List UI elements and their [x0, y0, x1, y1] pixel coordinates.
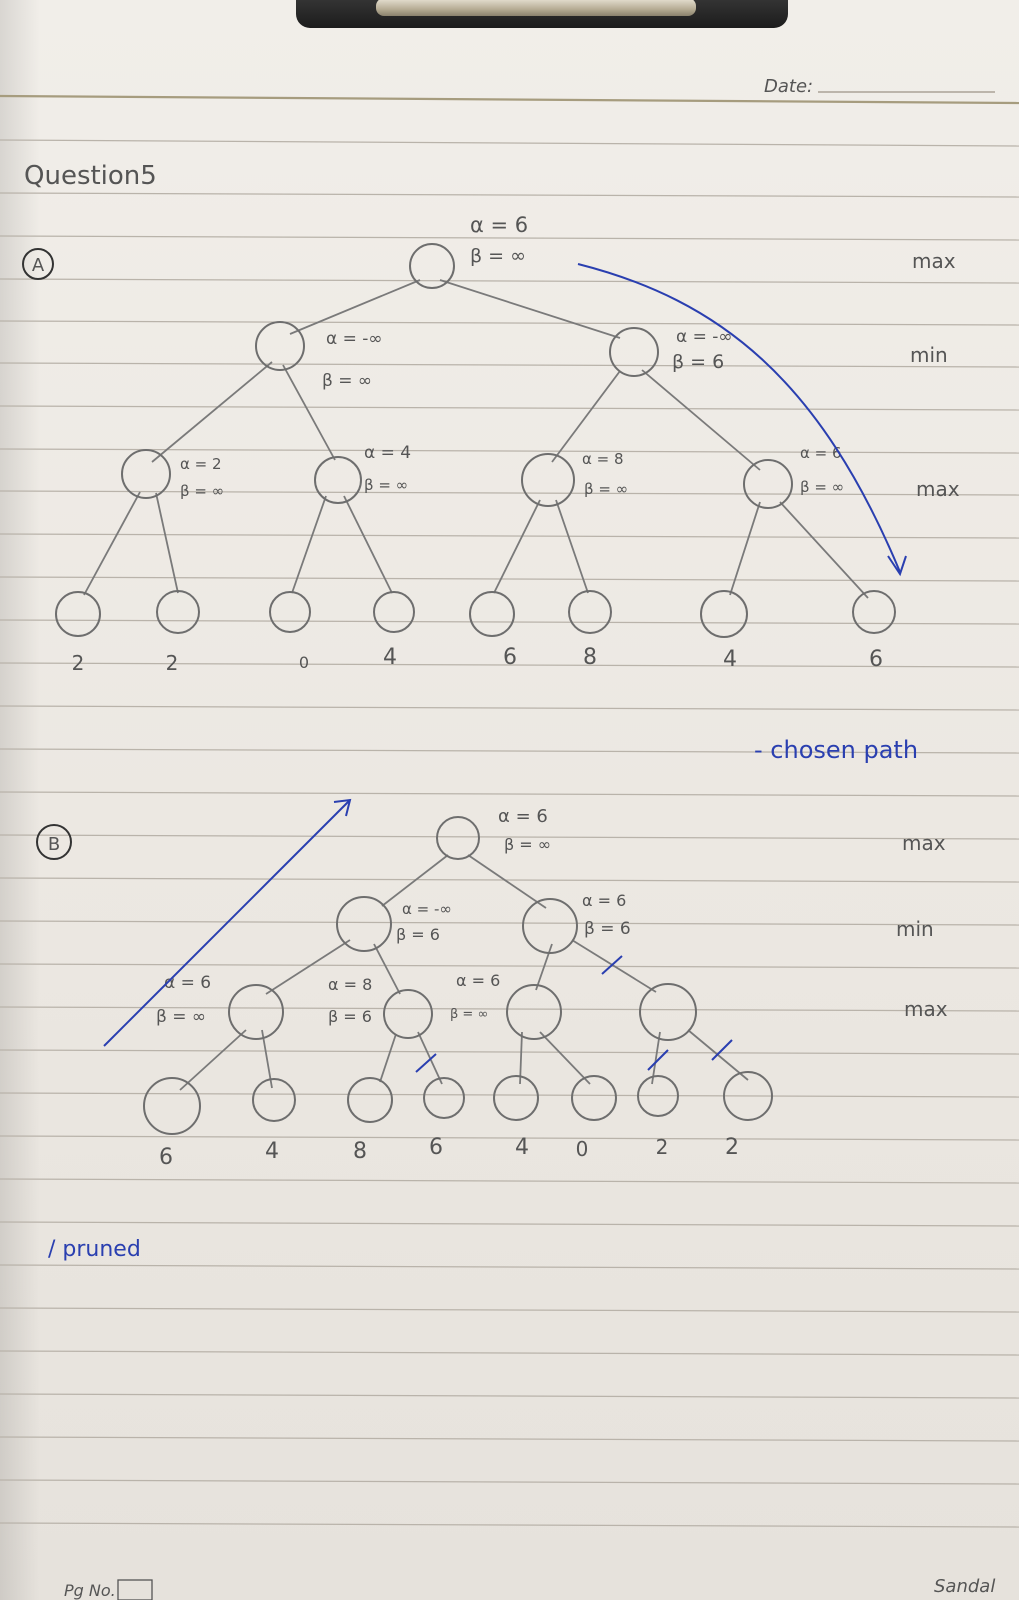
part-a-edges — [84, 280, 868, 598]
a-leaf-value: 6 — [503, 645, 517, 670]
b-leaf-node — [253, 1079, 295, 1121]
b-leaf-node — [572, 1076, 616, 1120]
b-max2-beta: β = 6 — [328, 1007, 372, 1026]
a-max3-alpha: α = 8 — [582, 450, 624, 468]
b-level-label: max — [904, 997, 948, 1021]
a-max3-beta: β = ∞ — [584, 480, 629, 498]
a-leaf-value: 8 — [583, 645, 597, 670]
a-leaf-node — [157, 591, 199, 633]
b-min2-beta: β = 6 — [584, 919, 631, 939]
a-leaf-node — [270, 592, 310, 632]
b-leaf-value: 6 — [159, 1145, 173, 1170]
a-min1-beta: β = ∞ — [322, 371, 373, 391]
a-chosen-path-arrow — [578, 264, 900, 572]
a-leaf-node — [853, 591, 895, 633]
b-leaf-node — [144, 1078, 200, 1134]
a-leaf-node — [374, 592, 414, 632]
b-max-node-4 — [640, 984, 696, 1040]
b-max1-alpha: α = 6 — [164, 973, 212, 993]
a-level-label: max — [912, 249, 956, 273]
b-min2-alpha: α = 6 — [582, 891, 627, 910]
a-min1-alpha: α = -∞ — [326, 329, 383, 349]
a-legend: - chosen path — [754, 736, 919, 764]
a-max4-alpha: α = 6 — [800, 444, 842, 462]
b-max3-beta: β = ∞ — [450, 1007, 489, 1022]
a-leaf-value: 2 — [165, 651, 179, 675]
b-max1-beta: β = ∞ — [156, 1007, 207, 1027]
b-max-node-3 — [507, 985, 561, 1039]
b-leaf-value: 4 — [515, 1135, 529, 1160]
a-leaf-value: 4 — [723, 647, 737, 672]
page-no-box — [118, 1580, 152, 1600]
b-legend: / pruned — [48, 1237, 141, 1262]
b-leaf-value: 2 — [725, 1135, 739, 1160]
a-min2-beta: β = 6 — [672, 351, 725, 373]
b-min1-alpha: α = -∞ — [402, 900, 452, 918]
a-leaf-value: 0 — [298, 653, 310, 672]
a-max2-beta: β = ∞ — [364, 476, 409, 494]
a-root-node — [410, 244, 454, 288]
a-level-label: max — [916, 477, 960, 501]
b-level-label: max — [902, 831, 946, 855]
b-max-node-1 — [229, 985, 283, 1039]
a-max1-beta: β = ∞ — [180, 482, 225, 500]
brand-label: Sandal — [934, 1576, 996, 1597]
date-label: Date: — [764, 76, 814, 97]
a-max2-alpha: α = 4 — [364, 443, 412, 463]
b-leaf-value: 6 — [429, 1135, 443, 1160]
a-max-node-1 — [122, 450, 170, 498]
b-max3-alpha: α = 6 — [456, 971, 501, 990]
a-leaf-value: 4 — [383, 645, 397, 670]
a-leaf-node — [56, 592, 100, 636]
b-leaf-value: 2 — [655, 1135, 669, 1159]
a-level-label: min — [910, 343, 948, 367]
page-no-label: Pg No. — [64, 1581, 116, 1600]
b-chosen-path-arrow — [104, 800, 350, 1046]
a-root-alpha: α = 6 — [470, 213, 529, 237]
b-leaf-value: 0 — [575, 1137, 589, 1161]
part-a-marker: A — [31, 255, 45, 276]
a-leaf-node — [470, 592, 514, 636]
a-min-node-2 — [610, 328, 658, 376]
a-max-node-4 — [744, 460, 792, 508]
a-min-node-1 — [256, 322, 304, 370]
b-min-node-2 — [523, 899, 577, 953]
a-root-beta: β = ∞ — [470, 245, 526, 267]
a-leaf-node — [701, 591, 747, 637]
a-max1-alpha: α = 2 — [180, 455, 222, 473]
b-min-node-1 — [337, 897, 391, 951]
b-leaf-node — [494, 1076, 538, 1120]
a-max4-beta: β = ∞ — [800, 478, 845, 496]
a-max-node-2 — [315, 457, 361, 503]
b-leaf-node — [424, 1078, 464, 1118]
a-leaf-value: 2 — [71, 651, 85, 675]
b-root-alpha: α = 6 — [498, 806, 548, 827]
b-max2-alpha: α = 8 — [328, 975, 373, 994]
b-root-beta: β = ∞ — [504, 835, 552, 854]
b-max-node-2 — [384, 990, 432, 1038]
part-a-tree — [23, 213, 960, 764]
part-b-tree — [37, 800, 948, 1262]
a-leaf-node — [569, 591, 611, 633]
b-leaf-value: 4 — [265, 1139, 279, 1164]
a-min2-alpha: α = -∞ — [676, 327, 733, 347]
b-leaf-value: 8 — [353, 1139, 367, 1164]
a-max-node-3 — [522, 454, 574, 506]
question-title: Question5 — [24, 161, 157, 191]
b-level-label: min — [896, 917, 934, 941]
b-leaf-node — [348, 1078, 392, 1122]
b-min1-beta: β = 6 — [396, 925, 440, 944]
a-leaf-value: 6 — [869, 647, 883, 672]
b-root-node — [437, 817, 479, 859]
part-b-marker: B — [47, 834, 61, 855]
